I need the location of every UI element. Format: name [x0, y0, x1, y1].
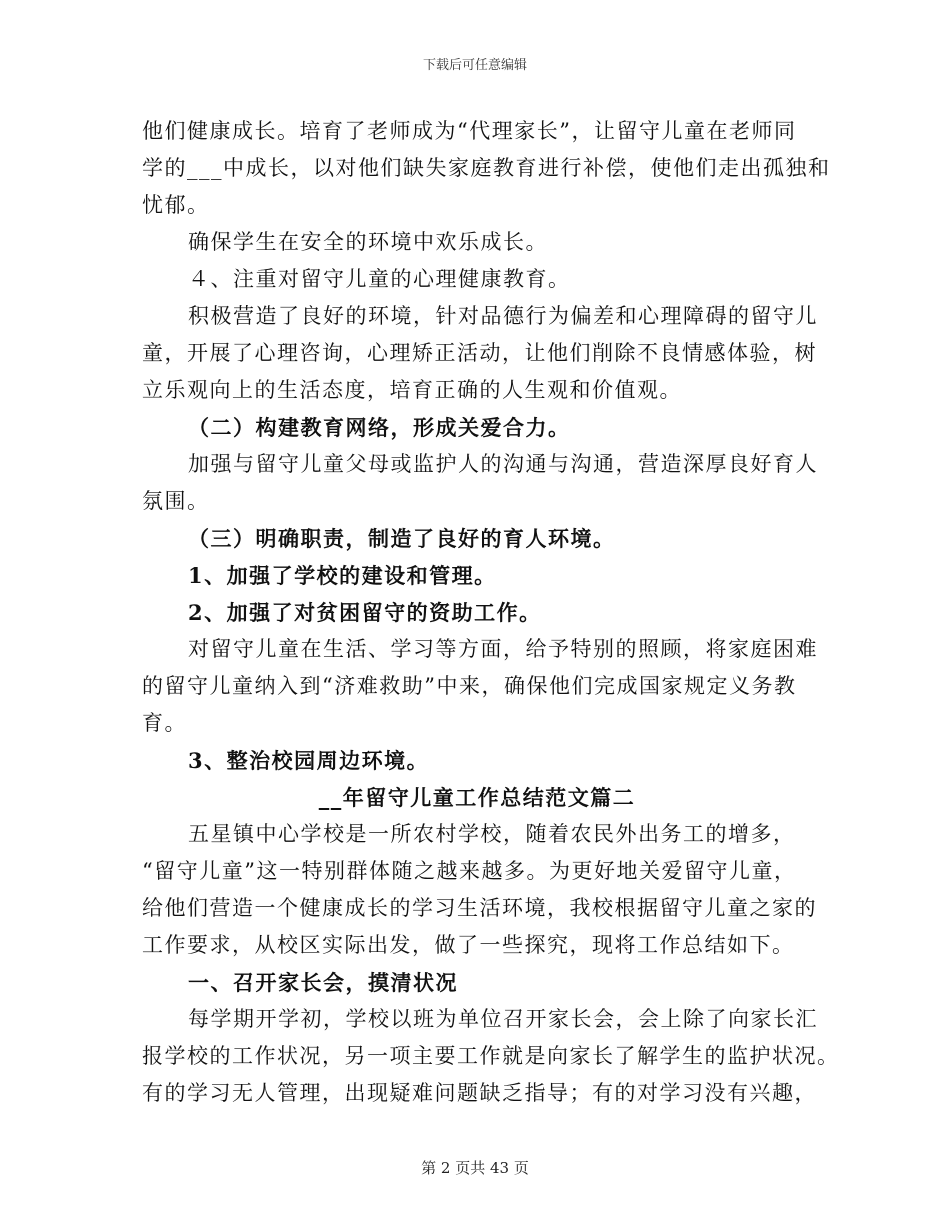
text-line: 加强与留守儿童父母或监护人的沟通与沟通，营造深厚良好育人	[188, 452, 818, 476]
text-line: 学的___中成长，以对他们缺失家庭教育进行补偿，使他们走出孤独和	[142, 156, 831, 180]
text-line: ４、注重对留守儿童的心理健康教育。	[188, 267, 571, 291]
text-line: 每学期开学初，学校以班为单位召开家长会，会上除了向家长汇	[188, 1007, 818, 1031]
text-line: 一、召开家长会，摸清状况	[188, 970, 458, 995]
text-line: 确保学生在安全的环境中欢乐成长。	[188, 230, 548, 254]
text-line: 对留守儿童在生活、学习等方面，给予特别的照顾，将家庭困难	[188, 637, 818, 661]
text-line: 2、加强了对贫困留守的资助工作。	[188, 600, 542, 625]
text-line: 童，开展了心理咨询，心理矫正活动，让他们削除不良情感体验，树	[142, 341, 817, 365]
text-line: 1、加强了学校的建设和管理。	[188, 563, 497, 588]
text-line: 报学校的工作状况，另一项主要工作就是向家长了解学生的监护状况。	[142, 1044, 840, 1068]
text-line: 3、整治校园周边环境。	[188, 748, 430, 773]
text-line: 立乐观向上的生活态度，培育正确的人生观和价值观。	[142, 378, 682, 402]
text-line: 有的学习无人管理，出现疑难问题缺乏指导；有的对学习没有兴趣，	[142, 1081, 817, 1105]
page-footer: 第 2 页共 43 页	[421, 1159, 529, 1177]
document-body	[142, 113, 840, 1112]
page-header: 下载后可任意编辑	[422, 58, 527, 73]
text-line: 的留守儿童纳入到“济难救助”中来，确保他们完成国家规定义务教	[142, 674, 797, 698]
text-line: （三）明确职责，制造了良好的育人环境。	[188, 526, 616, 551]
text-line: 给他们营造一个健康成长的学习生活环境，我校根据留守儿童之家的	[142, 896, 817, 920]
text-line: 积极营造了良好的环境，针对品德行为偏差和心理障碍的留守儿	[188, 304, 818, 328]
text-line: 五星镇中心学校是一所农村学校，随着农民外出务工的增多，	[188, 822, 796, 846]
text-line: 忧郁。	[142, 193, 210, 217]
text-line: __年留守儿童工作总结范文篇二	[318, 785, 636, 810]
text-line: 他们健康成长。培育了老师成为“代理家长”，让留守儿童在老师同	[142, 119, 797, 143]
text-line: 氛围。	[142, 489, 210, 513]
text-line: 育。	[142, 711, 187, 735]
text-line: 工作要求，从校区实际出发，做了一些探究，现将工作总结如下。	[142, 933, 795, 957]
text-line: “留守儿童”这一特别群体随之越来越多。为更好地关爱留守儿童，	[142, 859, 797, 883]
text-line: （二）构建教育网络，形成关爱合力。	[188, 415, 571, 440]
